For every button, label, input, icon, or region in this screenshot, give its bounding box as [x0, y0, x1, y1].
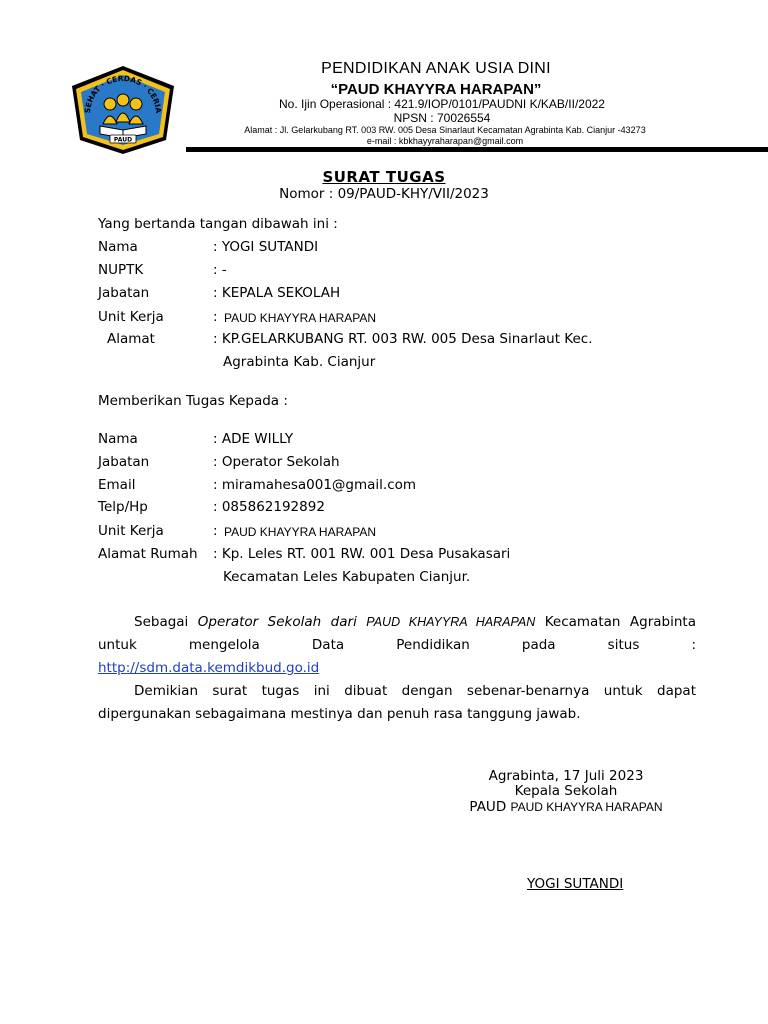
- assignee-address-label: Alamat Rumah: [98, 546, 198, 562]
- signer-name-value: : YOGI SUTANDI: [213, 239, 319, 255]
- p1-school: PAUD KHAYYRA HARAPAN: [366, 615, 536, 629]
- signer-name-label: Nama: [98, 239, 138, 255]
- assignee-name-label: Nama: [98, 431, 138, 447]
- assignee-email-label: Email: [98, 477, 136, 493]
- sdm-website-link[interactable]: http://sdm.data.kemdikbud.go.id: [98, 660, 320, 676]
- signer-position-value: : KEPALA SEKOLAH: [213, 285, 341, 301]
- assignee-phone-label: Telp/Hp: [98, 499, 148, 515]
- letter-number: Nomor : 09/PAUD-KHY/VII/2023: [279, 186, 489, 202]
- signature-school: [460, 799, 672, 815]
- assignee-address-line2: Kecamatan Leles Kabupaten Cianjur.: [223, 569, 471, 585]
- signature-school-prefix: PAUD: [469, 799, 511, 815]
- p1-rest: Kecamatan Agrabinta untuk mengelola Data Pendidikan pada situs :: [98, 614, 696, 653]
- signer-address-line2: Agrabinta Kab. Cianjur: [223, 354, 376, 370]
- intro-text: Yang bertanda tangan dibawah ini :: [98, 216, 338, 232]
- header-line-institution: PENDIDIKAN ANAK USIA DINI: [321, 60, 551, 77]
- signer-address-label: Alamat: [107, 331, 155, 347]
- letter-title: SURAT TUGAS: [322, 168, 446, 186]
- assignee-name-value: : ADE WILLY: [213, 431, 294, 447]
- p1-role: Operator Sekolah dari: [197, 614, 367, 630]
- signer-unit-colon: :: [213, 309, 218, 325]
- signature-position: Kepala Sekolah: [514, 783, 618, 799]
- signature-place-date: Agrabinta, 17 Juli 2023: [488, 768, 644, 784]
- p1-start: Sebagai: [134, 614, 198, 630]
- signature-name: YOGI SUTANDI: [527, 876, 624, 892]
- assignee-address-line1: : Kp. Leles RT. 001 RW. 001 Desa Pusakasari: [213, 546, 511, 562]
- assignee-unit-colon: :: [213, 523, 218, 539]
- assignee-unit-label: Unit Kerja: [98, 523, 164, 539]
- header-line-npsn: NPSN : 70026554: [393, 111, 491, 125]
- signer-unit-value: PAUD KHAYYRA HARAPAN: [224, 311, 377, 325]
- signature-school-name: PAUD KHAYYRA HARAPAN: [510, 800, 663, 814]
- assignee-unit-value: PAUD KHAYYRA HARAPAN: [224, 525, 377, 539]
- body-paragraph-1: [98, 611, 696, 657]
- signer-unit-label: Unit Kerja: [98, 309, 164, 325]
- header-line-school-name: “PAUD KHAYYRA HARAPAN”: [330, 81, 542, 98]
- body-paragraph-2: Demikian surat tugas ini dibuat dengan sebenar-benarnya untuk dapat dipergunakan sebagaimana mestinya dan penuh rasa tanggung jawab.: [98, 683, 696, 722]
- signer-nuptk-label: NUPTK: [98, 262, 144, 278]
- school-logo: [70, 64, 176, 156]
- signer-position-label: Jabatan: [98, 285, 150, 301]
- logo-label: PAUD: [113, 136, 133, 144]
- header-line-email: e-mail : kbkhayyraharapan@gmail.com: [366, 136, 524, 146]
- assignee-position-value: : Operator Sekolah: [213, 454, 340, 470]
- header-divider: [186, 147, 768, 152]
- logo-motto: SEHAT · CERDAS · CERIA: [82, 73, 164, 114]
- assignee-email-value: : miramahesa001@gmail.com: [213, 477, 417, 493]
- header-line-address: Alamat : Jl. Gelarkubang RT. 003 RW. 005 Desa Sinarlaut Kecamatan Agrabinta Kab. Cianjur -43273: [244, 125, 646, 135]
- assign-intro-text: Memberikan Tugas Kepada :: [98, 393, 288, 409]
- signer-nuptk-value: : -: [213, 262, 227, 278]
- header-line-permit: No. Ijin Operasional : 421.9/IOP/0101/PAUDNI K/KAB/II/2022: [279, 97, 605, 111]
- signer-address-line1: : KP.GELARKUBANG RT. 003 RW. 005 Desa Sinarlaut Kec.: [213, 331, 593, 347]
- assignee-phone-value: : 085862192892: [213, 499, 325, 515]
- assignee-position-label: Jabatan: [98, 454, 150, 470]
